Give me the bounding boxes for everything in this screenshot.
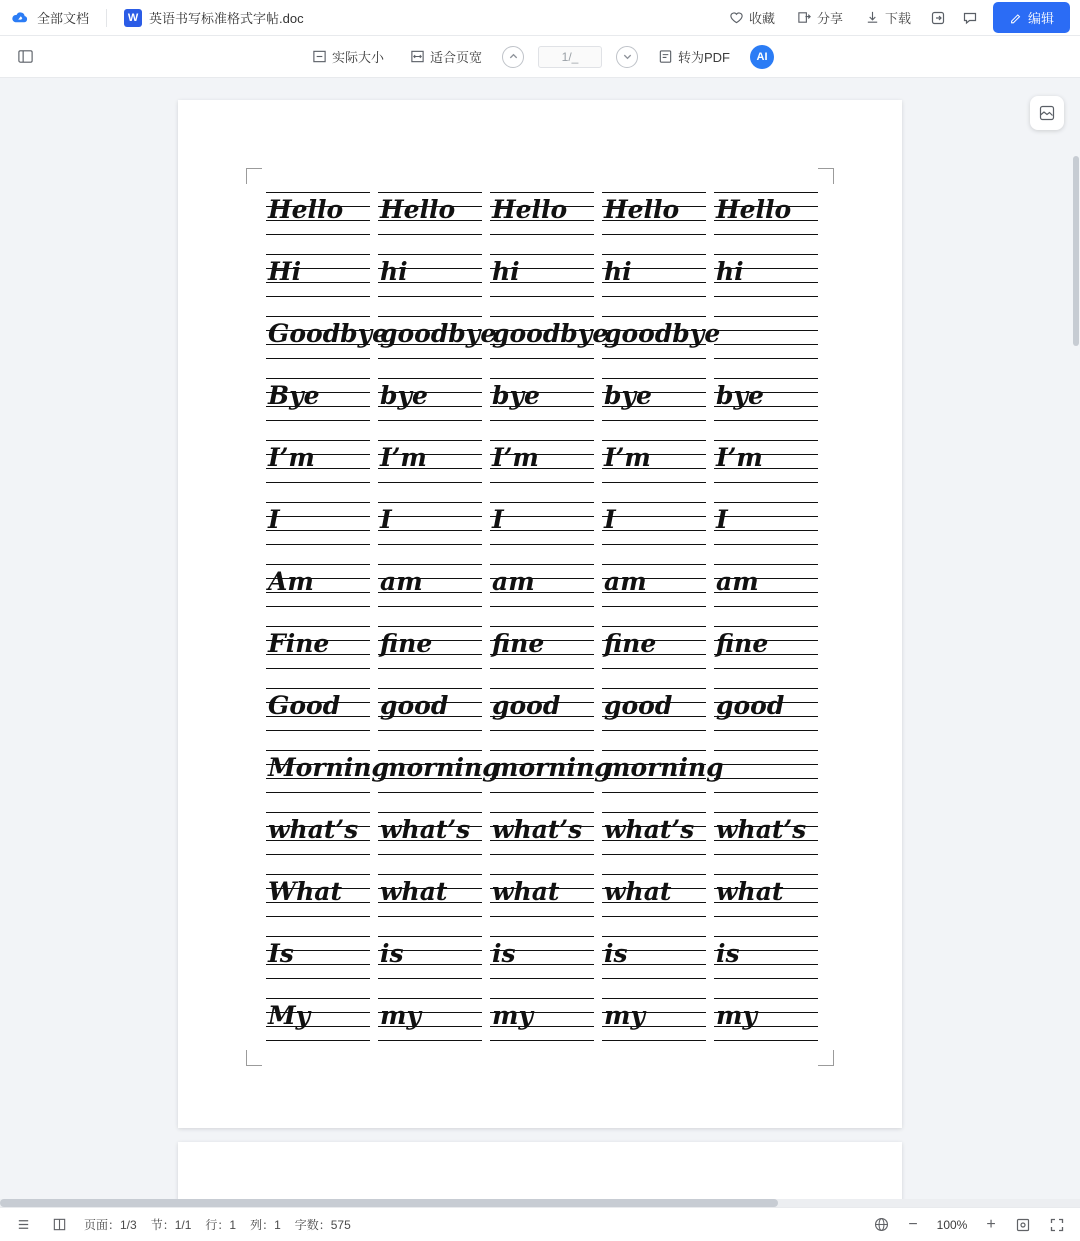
- practice-cell: [488, 310, 609, 372]
- practice-line-row: [264, 930, 824, 992]
- practice-word: I’m: [380, 443, 427, 472]
- practice-word: hi: [380, 257, 408, 286]
- practice-cell: [264, 806, 376, 868]
- practice-cell: [600, 744, 724, 806]
- pencil-icon: [1009, 11, 1023, 25]
- practice-word: Hello: [716, 195, 792, 224]
- practice-cell: [712, 372, 824, 434]
- section-status: 节：1/1: [150, 1218, 192, 1232]
- share-button[interactable]: [789, 3, 851, 32]
- practice-cell: [600, 434, 712, 496]
- word-file-icon: W: [124, 9, 142, 27]
- practice-cell: [264, 310, 389, 372]
- practice-word: what’s: [268, 815, 359, 844]
- edit-button[interactable]: [993, 2, 1070, 33]
- practice-cell: [600, 930, 712, 992]
- practice-cell: [488, 372, 600, 434]
- actual-size-label: 实际大小: [331, 50, 384, 65]
- practice-cell: [600, 806, 712, 868]
- horizontal-scrollbar[interactable]: [0, 1199, 1080, 1207]
- practice-cell: [600, 186, 712, 248]
- guide-line: [490, 530, 594, 531]
- title-bar-right: [721, 2, 1070, 33]
- practice-word: what’s: [604, 815, 695, 844]
- practice-word: I’m: [268, 443, 315, 472]
- download-icon: [865, 10, 880, 25]
- practice-word: I: [380, 505, 392, 534]
- practice-line-row: [264, 806, 824, 868]
- edit-label: 编辑: [1027, 11, 1054, 26]
- sidebar-toggle-icon[interactable]: [12, 44, 38, 70]
- practice-line-row: [264, 558, 824, 620]
- practice-line-row: [264, 434, 824, 496]
- practice-word: My: [268, 1001, 311, 1030]
- practice-word: goodbye: [380, 319, 497, 348]
- fullscreen-icon[interactable]: [1046, 1214, 1068, 1236]
- comment-icon[interactable]: [957, 5, 983, 31]
- practice-cell: [376, 930, 488, 992]
- practice-cell: [376, 186, 488, 248]
- practice-word: good: [380, 691, 449, 720]
- practice-cell: [376, 248, 488, 310]
- practice-word: Hello: [268, 195, 344, 224]
- practice-word: I: [716, 505, 728, 534]
- practice-cell: [600, 310, 721, 372]
- practice-word: Hello: [604, 195, 680, 224]
- practice-word: I: [604, 505, 616, 534]
- practice-cell: [488, 992, 600, 1054]
- previous-page-button[interactable]: [502, 46, 524, 68]
- status-bar: [0, 1207, 1080, 1241]
- download-button[interactable]: [857, 3, 919, 32]
- practice-word: Hi: [268, 257, 302, 286]
- practice-cell: [712, 992, 824, 1054]
- guide-line: [714, 344, 818, 345]
- practice-cell: [600, 620, 712, 682]
- practice-word: goodbye: [604, 319, 721, 348]
- practice-word: fine: [604, 629, 657, 658]
- practice-word: Good: [268, 691, 341, 720]
- fit-width-button[interactable]: [404, 43, 488, 70]
- practice-cell: [264, 744, 389, 806]
- practice-word: bye: [604, 381, 652, 410]
- guide-line: [378, 530, 482, 531]
- practice-word: bye: [380, 381, 428, 410]
- practice-cell: [488, 248, 600, 310]
- document-viewport[interactable]: [0, 78, 1080, 1207]
- guide-line: [714, 778, 818, 779]
- practice-cell: [712, 310, 824, 372]
- title-bar: [0, 0, 1080, 36]
- practice-word: am: [492, 567, 535, 596]
- practice-word: good: [604, 691, 673, 720]
- practice-word: hi: [716, 257, 744, 286]
- practice-word: hi: [492, 257, 520, 286]
- practice-cell: [600, 682, 712, 744]
- document-page-2: [178, 1142, 902, 1207]
- view-toolbar: [0, 36, 1080, 78]
- guide-line: [266, 516, 370, 517]
- zoom-level-label[interactable]: 100%: [936, 1217, 968, 1232]
- practice-cell: [488, 186, 600, 248]
- practice-cell: [264, 186, 376, 248]
- favorite-button[interactable]: [721, 3, 783, 32]
- guide-line: [378, 516, 482, 517]
- vertical-scrollbar-thumb[interactable]: [1073, 156, 1079, 346]
- practice-word: good: [492, 691, 561, 720]
- practice-word: what: [604, 877, 672, 906]
- practice-line-row: [264, 186, 824, 248]
- download-label: 下载: [884, 11, 911, 26]
- practice-word: my: [604, 1001, 645, 1030]
- practice-word: bye: [716, 381, 764, 410]
- practice-cell: [488, 744, 612, 806]
- practice-word: What: [268, 877, 342, 906]
- status-bar-right: [870, 1214, 1068, 1236]
- practice-cell: [376, 744, 500, 806]
- practice-word: what: [492, 877, 560, 906]
- crop-mark-top-right: [818, 168, 834, 184]
- practice-cell: [488, 620, 600, 682]
- row-status: 行：1: [205, 1218, 237, 1232]
- practice-cell: [600, 372, 712, 434]
- word-count-status: 字数：575: [294, 1218, 351, 1232]
- guide-line: [602, 516, 706, 517]
- practice-cell: [712, 682, 824, 744]
- practice-line-row: [264, 496, 824, 558]
- practice-cell: [264, 682, 376, 744]
- practice-word: is: [716, 939, 740, 968]
- practice-cell: [264, 372, 376, 434]
- handwriting-practice-sheet: [264, 186, 824, 1054]
- practice-word: bye: [492, 381, 540, 410]
- practice-word: my: [492, 1001, 533, 1030]
- practice-word: Fine: [268, 629, 330, 658]
- practice-cell: [264, 496, 376, 558]
- document-tab[interactable]: [124, 8, 304, 27]
- practice-word: I’m: [492, 443, 539, 472]
- divider: [106, 9, 107, 27]
- guide-line: [714, 764, 818, 765]
- actual-size-icon: [312, 49, 327, 64]
- practice-cell: [264, 620, 376, 682]
- practice-cell: [376, 992, 488, 1054]
- document-title: 英语书写标准格式字帖.doc: [149, 11, 304, 26]
- globe-icon[interactable]: [870, 1214, 892, 1236]
- practice-cell: [376, 682, 488, 744]
- practice-line-row: [264, 868, 824, 930]
- convert-to-pdf-button[interactable]: [652, 43, 736, 70]
- next-page-button[interactable]: [616, 46, 638, 68]
- practice-word: Goodbye: [268, 319, 389, 348]
- guide-line: [602, 530, 706, 531]
- practice-word: Bye: [268, 381, 320, 410]
- practice-word: what’s: [492, 815, 583, 844]
- open-in-app-icon[interactable]: [925, 5, 951, 31]
- practice-cell: [488, 434, 600, 496]
- practice-cell: [264, 248, 376, 310]
- practice-word: is: [380, 939, 404, 968]
- practice-word: am: [716, 567, 759, 596]
- share-icon: [797, 10, 812, 25]
- guide-line: [266, 530, 370, 531]
- toolbar-center: [0, 43, 1080, 70]
- favorite-label: 收藏: [748, 11, 775, 26]
- share-label: 分享: [816, 11, 843, 26]
- practice-word: is: [492, 939, 516, 968]
- page-number-input[interactable]: [538, 46, 602, 68]
- crop-mark-bottom-left: [246, 1050, 262, 1066]
- heart-icon: [729, 10, 744, 25]
- practice-word: Hello: [380, 195, 456, 224]
- practice-cell: [264, 434, 376, 496]
- practice-cell: [488, 868, 600, 930]
- practice-word: Am: [268, 567, 314, 596]
- practice-cell: [376, 558, 488, 620]
- practice-word: what’s: [716, 815, 807, 844]
- practice-cell: [376, 496, 488, 558]
- column-status: 列：1: [250, 1218, 281, 1232]
- practice-cell: [488, 930, 600, 992]
- actual-size-button[interactable]: [306, 43, 390, 70]
- guide-line: [714, 516, 818, 517]
- vertical-scrollbar[interactable]: [1072, 156, 1080, 1165]
- all-documents-label[interactable]: 全部文档: [37, 11, 90, 26]
- practice-word: I’m: [604, 443, 651, 472]
- practice-cell: [488, 806, 600, 868]
- practice-word: fine: [492, 629, 545, 658]
- practice-cell: [376, 372, 488, 434]
- practice-cell: [712, 434, 824, 496]
- practice-word: my: [716, 1001, 757, 1030]
- practice-line-row: [264, 992, 824, 1054]
- practice-cell: [264, 558, 376, 620]
- fit-width-icon: [410, 49, 425, 64]
- document-page-1: [178, 100, 902, 1128]
- practice-line-row: [264, 310, 824, 372]
- zoom-in-button[interactable]: +: [986, 1215, 996, 1233]
- practice-line-row: [264, 744, 824, 806]
- fit-width-label: 适合页宽: [429, 50, 482, 65]
- practice-word: my: [380, 1001, 421, 1030]
- practice-cell: [600, 496, 712, 558]
- practice-cell: [712, 868, 824, 930]
- practice-word: morning: [492, 753, 612, 782]
- practice-cell: [264, 930, 376, 992]
- practice-word: Morning: [268, 753, 389, 782]
- practice-cell: [600, 868, 712, 930]
- practice-cell: [712, 558, 824, 620]
- practice-line-row: [264, 620, 824, 682]
- practice-cell: [376, 868, 488, 930]
- practice-word: fine: [716, 629, 769, 658]
- practice-line-row: [264, 248, 824, 310]
- practice-cell: [488, 496, 600, 558]
- practice-cell: [376, 620, 488, 682]
- guide-line: [714, 330, 818, 331]
- crop-mark-top-left: [246, 168, 262, 184]
- practice-word: Is: [268, 939, 294, 968]
- convert-to-pdf-label: 转为PDF: [678, 50, 731, 65]
- practice-cell: [712, 248, 824, 310]
- practice-cell: [712, 744, 824, 806]
- practice-cell: [712, 620, 824, 682]
- practice-cell: [488, 558, 600, 620]
- practice-word: Hello: [492, 195, 568, 224]
- practice-word: what: [716, 877, 784, 906]
- practice-cell: [376, 806, 488, 868]
- practice-line-row: [264, 372, 824, 434]
- practice-cell: [712, 930, 824, 992]
- practice-word: I: [492, 505, 504, 534]
- zoom-out-button[interactable]: −: [908, 1215, 918, 1233]
- practice-cell: [600, 248, 712, 310]
- page-thumbnail-toggle-button[interactable]: [1030, 96, 1064, 130]
- cloud-icon[interactable]: [10, 8, 30, 28]
- outline-view-icon[interactable]: [12, 1214, 34, 1236]
- practice-word: is: [604, 939, 628, 968]
- practice-word: hi: [604, 257, 632, 286]
- practice-word: goodbye: [492, 319, 609, 348]
- practice-word: what’s: [380, 815, 471, 844]
- practice-cell: [712, 186, 824, 248]
- practice-cell: [712, 806, 824, 868]
- page-view-icon[interactable]: [48, 1214, 70, 1236]
- title-bar-left: [10, 8, 304, 28]
- practice-word: I’m: [716, 443, 763, 472]
- fit-page-icon[interactable]: [1012, 1214, 1034, 1236]
- practice-word: fine: [380, 629, 433, 658]
- practice-cell: [712, 496, 824, 558]
- ai-assistant-button[interactable]: AI: [750, 45, 774, 69]
- practice-cell: [376, 310, 497, 372]
- practice-cell: [600, 992, 712, 1054]
- practice-word: good: [716, 691, 785, 720]
- practice-word: what: [380, 877, 448, 906]
- practice-cell: [376, 434, 488, 496]
- page-status: 页面：1/3: [84, 1218, 137, 1232]
- practice-cell: [264, 868, 376, 930]
- guide-line: [714, 530, 818, 531]
- toolbar-left: [12, 44, 38, 70]
- practice-cell: [264, 992, 376, 1054]
- guide-line: [490, 516, 594, 517]
- practice-word: am: [380, 567, 423, 596]
- pdf-icon: [658, 49, 673, 64]
- practice-word: morning: [380, 753, 500, 782]
- practice-word: am: [604, 567, 647, 596]
- practice-line-row: [264, 682, 824, 744]
- practice-cell: [488, 682, 600, 744]
- practice-word: I: [268, 505, 280, 534]
- horizontal-scrollbar-thumb[interactable]: [0, 1199, 778, 1207]
- practice-cell: [600, 558, 712, 620]
- practice-word: morning: [604, 753, 724, 782]
